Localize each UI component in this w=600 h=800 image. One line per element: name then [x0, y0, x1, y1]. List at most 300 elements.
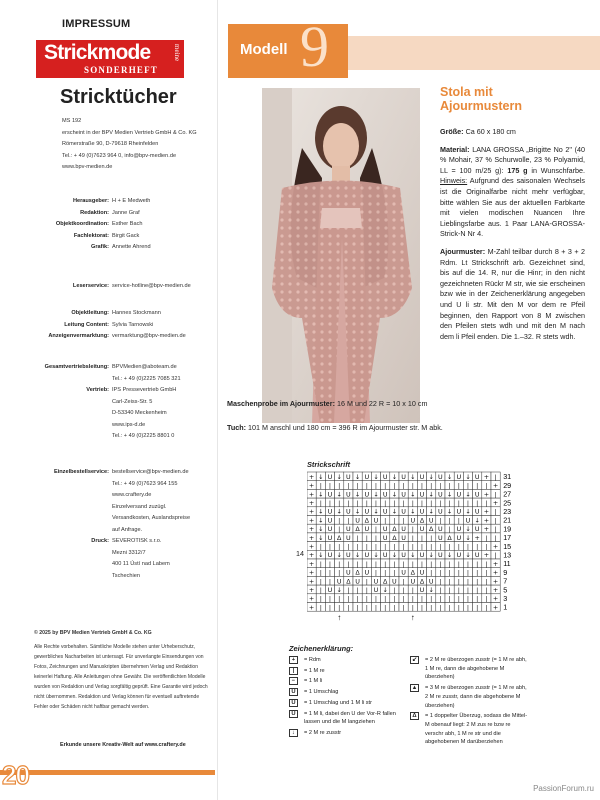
chart-symbol: ↓: [354, 507, 361, 516]
legend-description: = 1 Umschlag und 1 M li str: [304, 699, 372, 706]
chart-symbol: U: [327, 525, 333, 534]
publisher-line: www.bpv-medien.de: [62, 164, 113, 170]
chart-symbol: |: [476, 499, 479, 507]
chart-symbol: U: [346, 507, 351, 516]
copyright-heading: © 2025 by BPV Medien Vertrieb GmbH & Co. KG: [34, 630, 152, 636]
chart-symbol: |: [393, 542, 396, 551]
repeat-arrow-icon: ↑: [337, 613, 342, 623]
impressum-row: [0, 385, 215, 397]
chart-symbol: |: [402, 603, 405, 612]
chart-symbol: |: [457, 499, 460, 507]
legend-item: [289, 729, 408, 738]
legend-symbol: U: [289, 699, 298, 707]
page-number: 20: [2, 760, 29, 790]
copyright-notice: [34, 628, 214, 712]
impressum-key: [0, 374, 112, 386]
impressum-key: [0, 502, 112, 514]
impressum-row: [0, 420, 215, 432]
tuch-label: Tuch:: [227, 423, 247, 432]
chart-symbol: |: [485, 568, 488, 577]
impressum-row: [0, 308, 215, 320]
chart-symbol: |: [420, 533, 424, 542]
model-title-line1: Stola mit: [440, 85, 493, 99]
staff-block: [0, 196, 215, 254]
chart-symbol: |: [430, 542, 433, 551]
chart-symbol: |: [402, 542, 405, 551]
chart-symbol: |: [338, 525, 341, 534]
chart-symbol: |: [328, 542, 332, 551]
chart-symbol: U: [327, 533, 333, 542]
chart-symbol: |: [457, 559, 460, 568]
chart-symbol: U: [419, 586, 425, 594]
material-note: Aufgrund des saisonalen Wechsels ist die Originalfarbe nicht mehr verfügbar, bitte wählen Sie aus der aktuellen Farbkarte mit vielen modischen Nuancen Ihre Lieblingsfarbe aus. 1 Paar LANA-GROSSA-Strick-N Nr 4.: [440, 176, 585, 239]
impressum-key: Grafik:: [90, 244, 109, 250]
model-title-line2: Ajourmustern: [440, 99, 522, 113]
legend-left: [289, 656, 408, 740]
material-amount: 175 g: [507, 165, 528, 175]
chart-symbol: |: [356, 559, 359, 568]
chart-symbol: U: [382, 533, 388, 542]
groesse-value: Ca 60 x 180 cm: [465, 127, 516, 136]
chart-symbol: |: [365, 594, 368, 603]
impressum-value: bestellservice@bpv-medien.de: [112, 469, 189, 475]
chart-symbol: |: [411, 533, 414, 542]
impressum-value: 400 11 Ústí nad Labem: [112, 561, 170, 567]
chart-symbol: U: [373, 586, 379, 594]
chart-symbol: U: [346, 551, 351, 560]
chart-symbol: Δ: [383, 577, 388, 586]
chart-symbol: |: [430, 603, 433, 612]
chart-symbol: |: [466, 559, 470, 568]
chart-symbol: ↓: [354, 490, 361, 499]
impressum-row: [0, 513, 215, 525]
legend-item: [289, 656, 408, 665]
chart-symbol: U: [401, 525, 406, 534]
chart-symbol: U: [456, 551, 462, 560]
chart-title: Strickschrift: [307, 460, 351, 469]
chart-symbol: |: [457, 577, 460, 586]
material-paragraph: [440, 145, 585, 240]
impressum-key: Einzelbestellservice:: [53, 469, 109, 475]
chart-symbol: |: [466, 594, 470, 603]
chart-symbol: +: [492, 568, 499, 577]
impressum-value: www.craftery.de: [112, 492, 152, 498]
chart-symbol: |: [384, 594, 387, 603]
chart-symbol: +: [492, 586, 499, 594]
chart-row-label: 17: [503, 533, 512, 543]
chart-symbol: |: [466, 603, 470, 612]
groesse-paragraph: [440, 127, 585, 138]
chart-symbol: +: [492, 559, 499, 568]
chart-symbol: U: [355, 577, 360, 586]
impressum-row: [0, 525, 215, 537]
chart-symbol: |: [420, 481, 424, 490]
chart-symbol: ↓: [465, 507, 471, 516]
chart-symbol: U: [364, 472, 370, 481]
model-number: 9: [300, 14, 329, 79]
chart-symbol: U: [364, 507, 370, 516]
chart-symbol: +: [308, 481, 315, 490]
chart-symbol: |: [402, 481, 405, 490]
impressum-row: [0, 362, 215, 374]
chart-symbol: |: [365, 542, 368, 551]
chart-left-row-label: 14: [296, 549, 304, 558]
chart-symbol: |: [347, 559, 350, 568]
chart-symbol: |: [430, 594, 433, 603]
chart-symbol: Δ: [392, 533, 397, 542]
chart-symbol: |: [365, 586, 368, 594]
chart-symbol: ↓: [373, 490, 379, 499]
chart-symbol: |: [338, 568, 341, 577]
chart-symbol: U: [355, 516, 360, 525]
chart-symbol: ↓: [465, 551, 471, 560]
chart-symbol: U: [438, 490, 443, 499]
impressum-key: Gesamtvertriebsleitung:: [44, 364, 109, 370]
impressum-value: D-53340 Meckenheim: [112, 410, 167, 416]
ordering-print-block: [0, 467, 215, 582]
chart-symbol: ↓: [446, 472, 453, 481]
chart-symbol: |: [430, 499, 433, 507]
model-badge: [228, 14, 348, 79]
chart-symbol: +: [308, 525, 315, 534]
chart-symbol: |: [384, 603, 387, 612]
impressum-row: [0, 281, 215, 293]
legend-title: Zeichenerklärung:: [289, 644, 354, 653]
chart-symbol: +: [492, 594, 499, 603]
impressum-key: [0, 490, 112, 502]
chart-symbol: |: [439, 542, 442, 551]
legend-description: = 3 M re überzogen zusstr (= 1 M re abh, 2 M re zusstr, dann die abgehobene M überziehen): [425, 685, 527, 709]
logo-side-text: meine: [173, 44, 181, 62]
chart-symbol: |: [338, 516, 341, 525]
chart-symbol: |: [328, 559, 332, 568]
chart-symbol: |: [476, 542, 479, 551]
chart-symbol: |: [319, 542, 322, 551]
chart-symbol: |: [476, 603, 479, 612]
chart-row-label: 1: [503, 602, 508, 612]
chart-symbol: |: [457, 568, 460, 577]
chart-symbol: U: [419, 568, 425, 577]
legend-description: = Rdm: [304, 657, 321, 663]
legend-item: [289, 667, 408, 676]
chart-symbol: |: [448, 499, 451, 507]
impressum-value: Hannes Stockmann: [112, 310, 161, 316]
chart-symbol: |: [439, 516, 442, 525]
chart-symbol: U: [428, 577, 434, 586]
chart-row-label: 21: [503, 515, 512, 525]
chart-symbol: U: [373, 516, 379, 525]
chart-symbol: U: [401, 490, 406, 499]
chart-symbol: +: [308, 594, 315, 603]
impressum-key: Objektleitung:: [71, 310, 109, 316]
chart-symbol: |: [420, 542, 424, 551]
chart-symbol: U: [419, 525, 425, 534]
chart-symbol: U: [456, 533, 462, 542]
chart-symbol: |: [319, 603, 322, 612]
chart-symbol: U: [474, 551, 480, 560]
chart-symbol: ↓: [391, 507, 398, 516]
chart-symbol: U: [456, 490, 462, 499]
chart-symbol: U: [346, 490, 351, 499]
chart-symbol: +: [492, 542, 499, 551]
chart-symbol: |: [485, 586, 488, 594]
chart-symbol: U: [438, 533, 443, 542]
impressum-value: vermarktung@bpv-medien.de: [112, 333, 186, 339]
chart-symbol: |: [328, 568, 332, 577]
chart-symbol: U: [410, 577, 416, 586]
impressum-key: Redaktion:: [80, 209, 109, 216]
chart-symbol: |: [402, 516, 405, 525]
legend-symbol: |: [289, 667, 298, 675]
publisher-line: erscheint in der BPV Medien Vertrieb GmbH & Co. KG: [62, 129, 197, 136]
chart-row-label: 29: [503, 480, 512, 490]
chart-symbol: Δ: [419, 516, 425, 525]
impressum-key: Leserservice:: [72, 283, 109, 289]
chart-symbol: |: [347, 516, 350, 525]
chart-symbol: +: [492, 481, 499, 490]
column-divider: [217, 0, 218, 800]
tuch-value: 101 M anschl und 180 cm = 396 R im Ajourmuster str. M abk.: [248, 423, 443, 432]
impressum-key: [0, 525, 112, 537]
impressum-value: Mezni 3312/7: [112, 549, 146, 556]
chart-symbol: |: [365, 533, 368, 542]
chart-symbol: ↓: [336, 490, 342, 499]
legend-symbol: Δ: [410, 712, 419, 720]
impressum-key: [0, 420, 112, 432]
chart-symbol: Δ: [419, 577, 425, 586]
chart-symbol: |: [402, 499, 405, 507]
chart-symbol: |: [439, 577, 442, 586]
impressum-key: Anzeigenvermarktung:: [48, 333, 109, 339]
impressum-value: auf Anfrage.: [112, 526, 143, 533]
chart-symbol: ↓: [474, 516, 480, 525]
chart-symbol: U: [474, 490, 480, 499]
chart-symbol: U: [419, 551, 425, 560]
chart-symbol: |: [384, 568, 387, 577]
chart-symbol: |: [448, 568, 451, 577]
impressum-heading: IMPRESSUM: [62, 18, 131, 30]
logo-main-text: Strickmode: [44, 41, 151, 64]
chart-row-label: 13: [503, 550, 512, 560]
chart-symbol: U: [456, 507, 462, 516]
chart-symbol: U: [419, 472, 425, 481]
legend-symbol: ↙: [410, 656, 419, 664]
chart-symbol: +: [492, 577, 499, 586]
chart-symbol: ↓: [410, 490, 416, 499]
chart-symbol: +: [308, 499, 315, 507]
impressum-row: [0, 502, 215, 514]
chart-symbol: Δ: [364, 516, 369, 525]
chart-symbol: +: [308, 586, 315, 594]
chart-symbol: |: [457, 516, 460, 525]
model-title: [440, 85, 522, 113]
chart-symbol: |: [393, 603, 396, 612]
chart-symbol: |: [494, 490, 497, 499]
chart-symbol: U: [419, 507, 425, 516]
chart-symbol: Δ: [355, 525, 360, 534]
chart-symbol: |: [365, 603, 368, 612]
copyright-body: Alle Rechte vorbehalten. Sämtliche Modelle stehen unter Urheberschutz, gewerbliches Nacharbeiten ist untersagt. Für unverlangte Einsendungen von Fotos, Zeichnungen und Manuskripten übernehmen Verlag und Redaktion keinerlei Haftung. Alle Anleitungen ohne Gewähr. Die veröffentlichten Modelle wurden von Redaktion und Verlag sorgfältig geprüft. Eine Garantie wird jedoch nicht übernommen. Redaktion und Verlag können für eventuell auftretende Fehler oder Schäden nicht haftbar gemacht werden.: [34, 644, 208, 710]
chart-symbol: |: [338, 481, 341, 490]
publisher-line: Römerstraße 90, D-79618 Rheinfelden: [62, 141, 159, 147]
chart-symbol: U: [401, 568, 406, 577]
chart-symbol: |: [448, 603, 451, 612]
knitting-chart-grid: [307, 470, 537, 630]
chart-symbol: |: [402, 559, 405, 568]
chart-symbol: U: [327, 516, 333, 525]
chart-symbol: |: [430, 481, 433, 490]
chart-row-label: 23: [503, 507, 512, 516]
chart-symbol: |: [319, 594, 322, 603]
chart-symbol: |: [374, 603, 378, 612]
impressum-row: [0, 571, 215, 583]
chart-symbol: |: [347, 481, 350, 490]
chart-symbol: ↓: [428, 586, 434, 594]
chart-symbol: Δ: [392, 525, 397, 534]
impressum-key: [0, 397, 112, 409]
chart-row-label: 9: [503, 567, 508, 577]
chart-symbol: |: [485, 533, 488, 542]
impressum-value: Einzelversand zuzügl.: [112, 503, 167, 510]
chart-symbol: |: [448, 516, 451, 525]
chart-symbol: +: [483, 490, 490, 499]
chart-symbol: ↓: [354, 472, 361, 481]
publisher-line: MS 192: [62, 118, 82, 124]
chart-symbol: U: [465, 516, 471, 525]
chart-symbol: |: [347, 499, 350, 507]
chart-symbol: +: [492, 499, 499, 507]
chart-symbol: ↓: [336, 586, 342, 594]
chart-symbol: U: [382, 472, 388, 481]
chart-symbol: U: [327, 472, 333, 481]
chart-symbol: |: [420, 603, 424, 612]
publisher-line: Tel.: + 49 (0)7623 964 0, info@bpv-medien.de: [62, 152, 177, 159]
groesse-label: Größe:: [440, 127, 464, 136]
impressum-value: Tschechien: [112, 572, 140, 579]
impressum-value: Esther Bach: [112, 221, 143, 227]
impressum-value: Versandkosten, Auslandspreise: [112, 515, 191, 521]
impressum-row: [0, 331, 215, 343]
chart-symbol: |: [365, 559, 368, 568]
chart-symbol: +: [308, 516, 315, 525]
chart-symbol: ↓: [373, 507, 379, 516]
chart-symbol: |: [439, 481, 442, 490]
impressum-key: Druck:: [91, 538, 109, 544]
chart-symbol: |: [365, 481, 368, 490]
impressum-key: Objektkoordination:: [55, 221, 109, 227]
chart-symbol: |: [393, 559, 396, 568]
chart-symbol: |: [356, 499, 359, 507]
chart-symbol: |: [439, 568, 442, 577]
chart-symbol: |: [485, 481, 488, 490]
chart-symbol: ↓: [410, 551, 416, 560]
hinweis-label: Hinweis:: [440, 176, 468, 186]
chart-row-label: 5: [503, 585, 508, 595]
impressum-row: [0, 548, 215, 560]
impressum-row: [0, 320, 215, 332]
chart-symbol: |: [457, 542, 460, 551]
chart-symbol: |: [494, 533, 497, 542]
chart-symbol: U: [327, 586, 333, 594]
chart-symbol: U: [364, 551, 370, 560]
chart-symbol: |: [485, 542, 488, 551]
chart-symbol: |: [384, 542, 387, 551]
chart-symbol: U: [428, 516, 434, 525]
chart-symbol: |: [365, 499, 368, 507]
chart-symbol: ↓: [465, 472, 471, 481]
chart-symbol: |: [328, 577, 332, 586]
chart-symbol: Δ: [355, 568, 360, 577]
impressum-value: SEVEROTISK s.r.o.: [112, 538, 162, 544]
chart-symbol: |: [338, 594, 341, 603]
management-block: [0, 308, 215, 343]
chart-symbol: |: [411, 525, 414, 534]
chart-symbol: U: [456, 472, 462, 481]
chart-symbol: +: [308, 542, 315, 551]
chart-symbol: +: [308, 559, 315, 568]
chart-row-label: 31: [503, 472, 512, 482]
chart-symbol: +: [483, 507, 490, 516]
chart-symbol: |: [485, 499, 488, 507]
chart-symbol: |: [494, 507, 497, 516]
chart-symbol: Δ: [447, 533, 452, 542]
chart-symbol: ↓: [446, 551, 453, 560]
chart-symbol: |: [328, 481, 332, 490]
legend-description: = 1 M li: [304, 678, 323, 685]
chart-symbol: |: [457, 603, 460, 612]
impressum-value: service-hotline@bpv-medien.de: [112, 283, 191, 289]
chart-symbol: U: [346, 568, 351, 577]
model-photo: [262, 88, 420, 423]
gauge-line: [227, 399, 592, 410]
chart-symbol: Δ: [337, 533, 342, 542]
impressum-value: Sylvia Tarnowski: [112, 321, 154, 328]
impressum-row: [0, 231, 215, 243]
impressum-row: [0, 242, 215, 254]
chart-symbol: U: [382, 525, 388, 534]
chart-symbol: |: [338, 603, 341, 612]
ajour-description: M-Zahl teilbar durch 8 + 3 + 2 Rdm. Lt Strickschrift arb. Gezeichnet sind, bis auf die 14. R, nur die Hinr; in den nicht gezeichneten Rückr M str, wie sie erscheinen bzw wie in der Zeichenerklärung angegeben und U li str. Mit den M vor dem re Pfeil beginnen, den Rapport von 8 M zwischen den Pfeilen stets wdh und mit den M nach dem li Pfeil enden. Die 1.–32. R stets wdh.: [440, 246, 585, 341]
chart-symbol: ↓: [318, 507, 324, 516]
legend-item: [289, 688, 408, 697]
chart-symbol: U: [346, 533, 351, 542]
chart-symbol: U: [474, 525, 480, 534]
chart-symbol: +: [308, 568, 315, 577]
chart-symbol: U: [364, 568, 370, 577]
chart-symbol: |: [439, 559, 442, 568]
chart-symbol: U: [438, 507, 443, 516]
chart-symbol: |: [466, 481, 470, 490]
impressum-key: [0, 548, 112, 560]
chart-symbol: U: [327, 490, 333, 499]
impressum-row: [0, 467, 215, 479]
gauge-value: 16 M und 22 R = 10 x 10 cm: [336, 399, 428, 408]
impressum-value: Janne Graf: [112, 209, 140, 216]
chart-symbol: U: [346, 472, 351, 481]
chart-symbol: |: [384, 559, 387, 568]
logo-sub-text: SONDERHEFT: [84, 65, 159, 75]
chart-symbol: |: [430, 568, 433, 577]
chart-row-label: 19: [503, 524, 512, 534]
legend-description: = 2 M re überzogen zusstr (= 1 M re abh, 1 M re, dann die abgehobene M überziehen): [425, 657, 527, 681]
chart-symbol: U: [327, 551, 333, 560]
legend-description: = 2 M re zusstr: [304, 729, 342, 736]
legend-description: = 1 Umschlag: [304, 689, 339, 696]
chart-symbol: U: [382, 551, 388, 560]
chart-row-label: 11: [503, 559, 511, 569]
chart-symbol: ↓: [318, 516, 324, 525]
chart-symbol: |: [402, 586, 405, 594]
